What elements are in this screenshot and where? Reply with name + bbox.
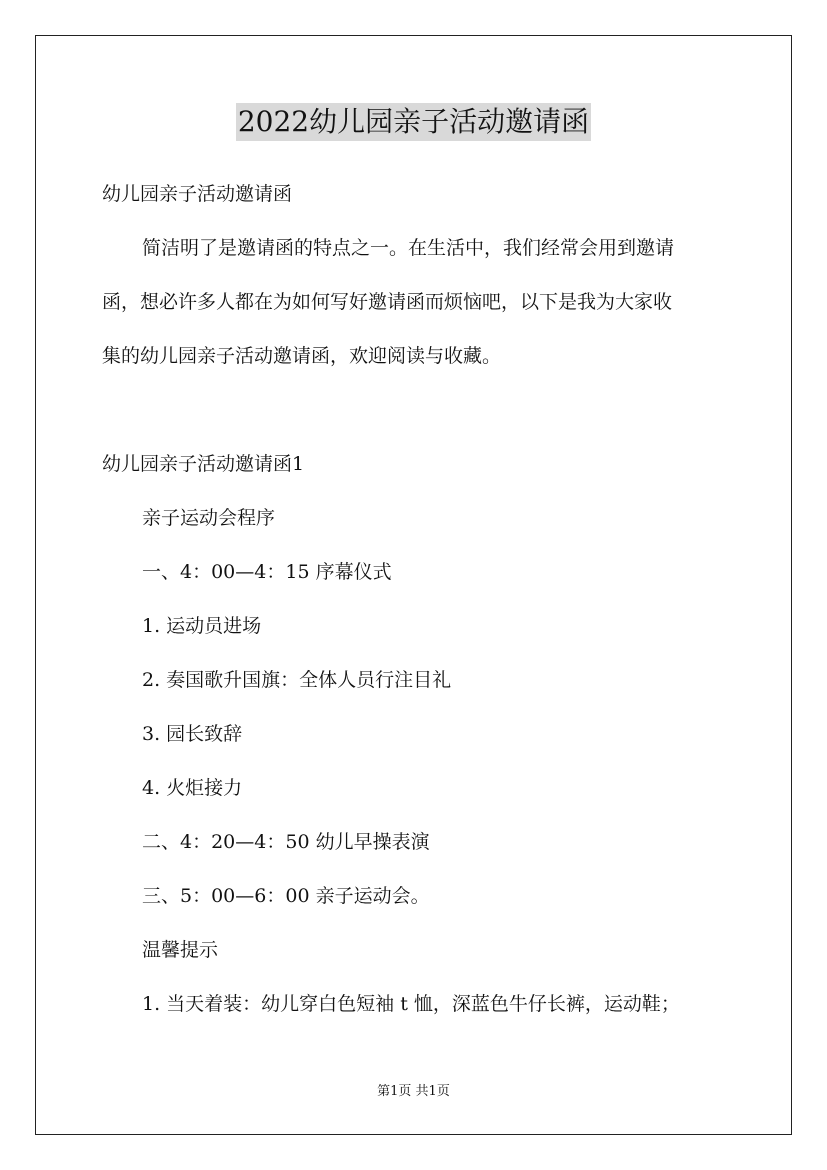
program-item: 一、4：00—4：15 序幕仪式 [142,561,392,583]
subtitle: 幼儿园亲子活动邀请函 [102,183,293,205]
intro-line-2: 函，想必许多人都在为如何写好邀请函而烦恼吧，以下是我为大家收 [102,291,673,313]
tips-item: 1. 当天着装：幼儿穿白色短袖 t 恤，深蓝色牛仔长裤，运动鞋； [142,993,680,1015]
intro-line-1: 简洁明了是邀请函的特点之一。在生活中，我们经常会用到邀请 [142,237,675,259]
program-item: 3. 园长致辞 [142,723,243,745]
program-item: 二、4：20—4：50 幼儿早操表演 [142,831,430,853]
document-title: 2022幼儿园亲子活动邀请函 [236,103,591,141]
program-item: 三、5：00—6：00 亲子运动会。 [142,885,430,907]
page-number-footer: 第1页 共1页 [377,1084,450,1099]
program-item: 1. 运动员进场 [142,615,262,637]
program-title: 亲子运动会程序 [142,507,276,529]
program-item: 2. 奏国歌升国旗：全体人员行注目礼 [142,669,452,691]
tips-heading: 温馨提示 [142,939,219,961]
section-heading: 幼儿园亲子活动邀请函1 [102,453,305,475]
intro-line-3: 集的幼儿园亲子活动邀请函，欢迎阅读与收藏。 [102,345,502,367]
program-item: 4. 火炬接力 [142,777,243,799]
